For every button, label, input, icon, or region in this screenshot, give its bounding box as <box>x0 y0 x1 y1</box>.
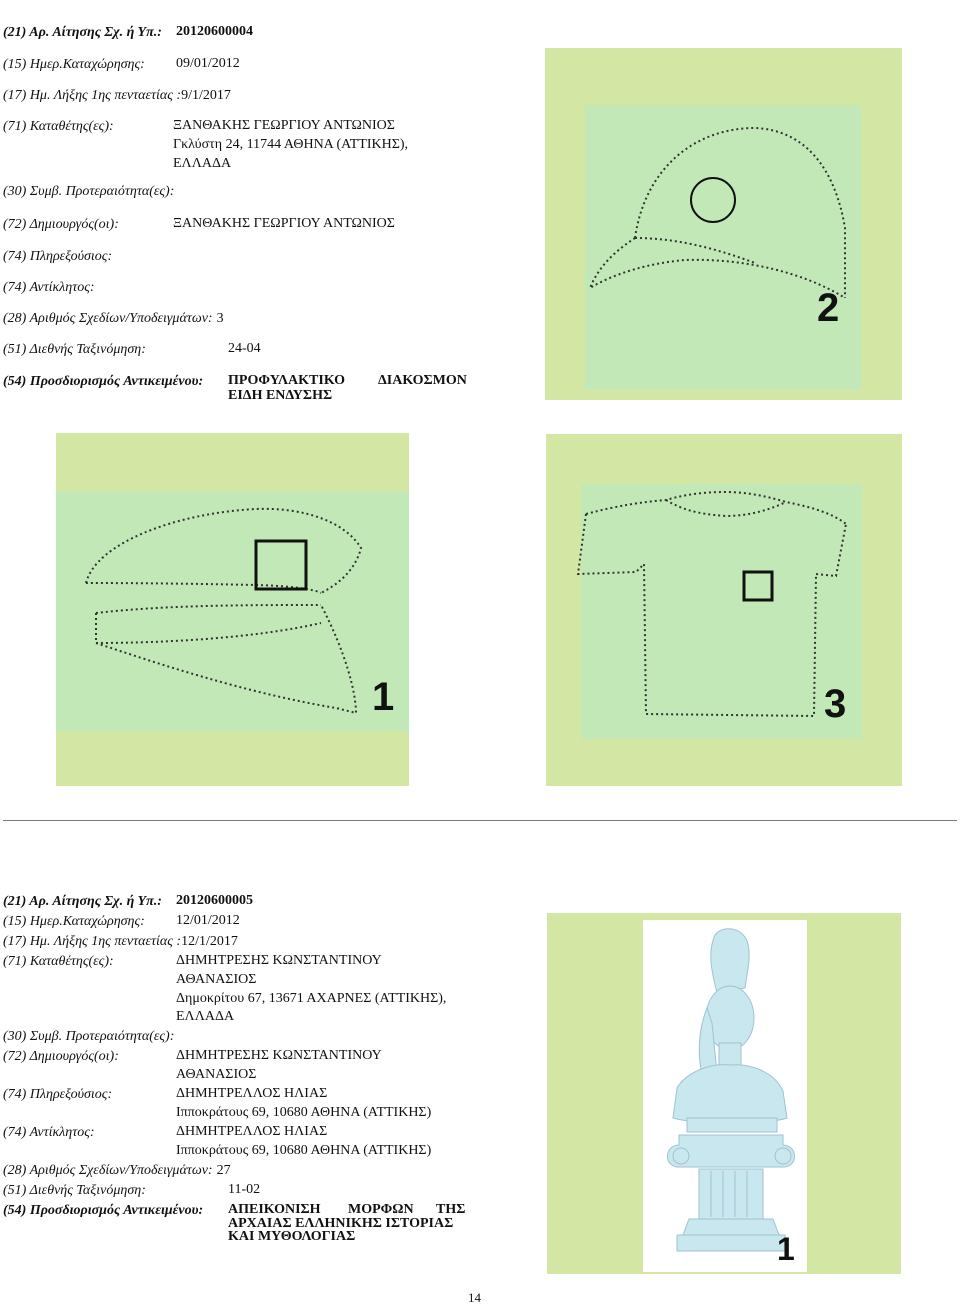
applicant-row: (71) Καταθέτης(ες): ΔΗΜΗΤΡΕΣΗΣ ΚΩΝΣΤΑΝΤΙΝΟΥ <box>3 953 382 969</box>
application-number-row: (21) Αρ. Αίτησης Σχ. ή Υπ.: 20120600004 <box>3 24 253 40</box>
applicant-row: (71) Καταθέτης(ες): ΞΑΝΘΑΚΗΣ ΓΕΩΡΓΙΟΥ ΑΝΤΩΝΙΟΣ <box>3 118 395 134</box>
product-row: (54) Προσδιορισμός Αντικειμένου: ΑΠΕΙΚΟΝΙΣΗ ΜΟΡΦΩΝ ΤΗΣ <box>3 1202 466 1218</box>
cap-drawing-1 <box>56 433 409 786</box>
applicant-address-1: Δημοκρίτου 67, 13671 ΑΧΑΡΝΕΣ (ΑΤΤΙΚΗΣ), <box>176 991 447 1006</box>
design-figure-statue <box>547 913 901 1274</box>
design-count-row: (28) Αριθμός Σχεδίων/Υποδειγμάτων: 3 <box>3 311 224 326</box>
figure-number: 2 <box>817 286 840 330</box>
agent-address: Ιπποκράτους 69, 10680 ΑΘΗΝΑ (ΑΤΤΙΚΗΣ) <box>176 1105 432 1120</box>
creator-name-2: ΑΘΑΝΑΣΙΟΣ <box>176 1067 257 1082</box>
creator-row: (72) Δημιουργός(οι): ΔΗΜΗΤΡΕΣΗΣ ΚΩΝΣΤΑΝΤΙΝΟΥ <box>3 1048 382 1064</box>
product-row: (54) Προσδιορισμός Αντικειμένου: ΠΡΟΦΥΛΑΚΤΙΚΟ ΔΙΑΚΟΣΜΟΝ <box>3 373 467 389</box>
agent-row: (74) Πληρεξούσιος: <box>3 249 113 264</box>
design-figure-2 <box>545 48 902 400</box>
applicant-address-1: Γκλύστη 24, 11744 ΑΘΗΝΑ (ΑΤΤΙΚΗΣ), <box>173 137 409 152</box>
figure-number: 1 <box>777 1231 795 1267</box>
priority-row: (30) Συμβ. Προτεραιότητα(ες): <box>3 184 175 199</box>
product-row-3: ΚΑΙ ΜΥΘΟΛΟΓΙΑΣ <box>228 1229 356 1244</box>
creator-row: (72) Δημιουργός(οι): ΞΑΝΘΑΚΗΣ ΓΕΩΡΓΙΟΥ ΑΝΤΩΝΙΟΣ <box>3 216 395 232</box>
applicant-name-2: ΑΘΑΝΑΣΙΟΣ <box>176 972 257 987</box>
design-figure-3 <box>546 434 902 786</box>
design-figure-1 <box>56 433 409 786</box>
classification-row: (51) Διεθνής Ταξινόμηση: 11-02 <box>3 1182 261 1198</box>
design-count-row: (28) Αριθμός Σχεδίων/Υποδειγμάτων: 27 <box>3 1163 231 1178</box>
product-row-2: ΕΙΔΗ ΕΝΔΥΣΗΣ <box>228 388 333 403</box>
expiry-row: (17) Ημ. Λήξης 1ης πενταετίας :9/1/2017 <box>3 88 231 103</box>
expiry-row: (17) Ημ. Λήξης 1ης πενταετίας :12/1/2017 <box>3 934 238 949</box>
representative-row: (74) Αντίκλητος: <box>3 280 95 295</box>
priority-row: (30) Συμβ. Προτεραιότητα(ες): <box>3 1029 175 1044</box>
representative-row: (74) Αντίκλητος: ΔΗΜΗΤΡΕΛΛΟΣ ΗΛΙΑΣ <box>3 1124 328 1140</box>
figure-number: 1 <box>372 675 395 719</box>
filing-date-row: (15) Ημερ.Καταχώρησης: 09/01/2012 <box>3 56 240 72</box>
record-separator <box>3 820 957 821</box>
figure-number: 3 <box>824 682 847 726</box>
agent-row: (74) Πληρεξούσιος: ΔΗΜΗΤΡΕΛΛΟΣ ΗΛΙΑΣ <box>3 1086 328 1102</box>
page-number: 14 <box>468 1290 481 1305</box>
tshirt-drawing-3 <box>546 434 902 786</box>
representative-address: Ιπποκράτους 69, 10680 ΑΘΗΝΑ (ΑΤΤΙΚΗΣ) <box>176 1143 432 1158</box>
applicant-address-2: ΕΛΛΑΔΑ <box>176 1009 235 1024</box>
classification-row: (51) Διεθνής Ταξινόμηση: 24-04 <box>3 341 261 357</box>
filing-date-row: (15) Ημερ.Καταχώρησης: 12/01/2012 <box>3 913 240 929</box>
cap-drawing-2 <box>545 48 902 400</box>
application-number-row: (21) Αρ. Αίτησης Σχ. ή Υπ.: 20120600005 <box>3 893 253 909</box>
athena-statue-drawing <box>547 913 901 1274</box>
product-row-2: ΑΡΧΑΙΑΣ ΕΛΛΗΝΙΚΗΣ ΙΣΤΟΡΙΑΣ <box>228 1216 454 1231</box>
applicant-address-2: ΕΛΛΑΔΑ <box>173 156 232 171</box>
